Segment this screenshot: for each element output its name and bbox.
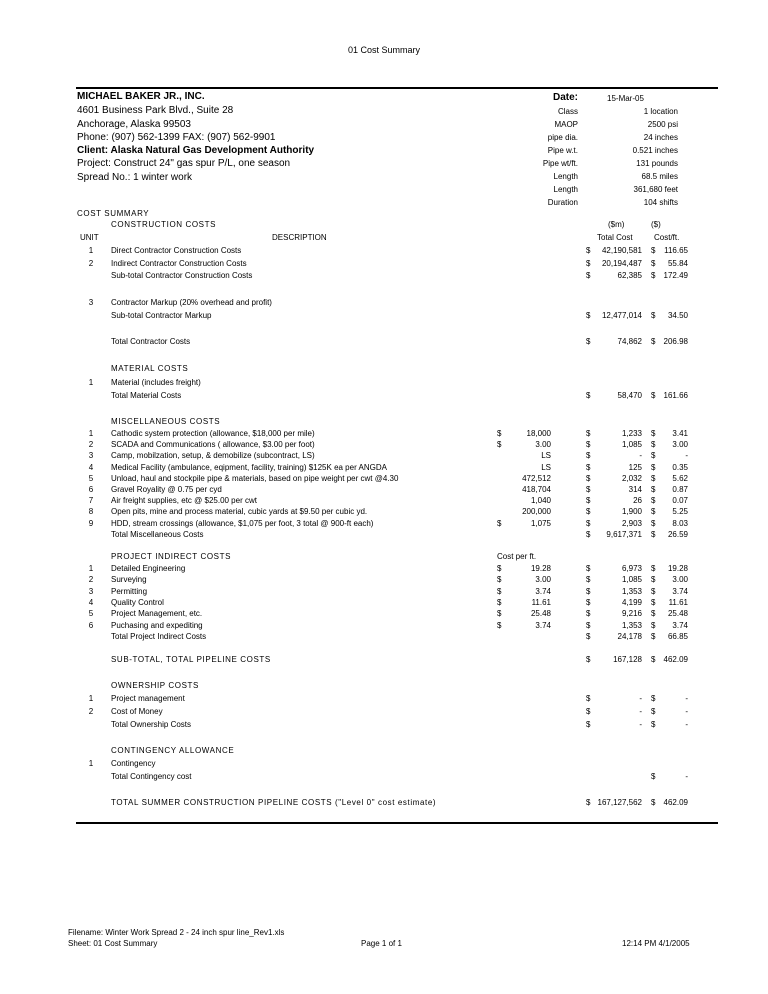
dollar-sign: $ <box>497 620 502 630</box>
cost-per-ft-cell: 161.66 <box>663 391 688 400</box>
info-value: 361,680 feet <box>633 185 678 194</box>
description-cell: Project Management, etc. <box>111 609 203 619</box>
unit-cost-cell: LS <box>541 451 551 461</box>
cost-per-ft-cell: - <box>685 451 688 461</box>
table-row <box>0 451 768 463</box>
total-cost-cell: 1,233 <box>621 429 642 438</box>
material-costs-heading: MATERIAL COSTS <box>111 364 189 373</box>
unit-cell: 1 <box>88 564 94 573</box>
total-cost-cell: 167,127,562 <box>597 798 642 807</box>
cost-per-ft-cell: - <box>685 772 688 781</box>
cost-per-ft-cell: 206.98 <box>663 337 688 346</box>
unit-cell: 1 <box>88 246 94 255</box>
total-cost-cell: 4,199 <box>621 597 642 607</box>
total-cost-cell: - <box>639 720 642 729</box>
cost-per-ft-cell: 34.50 <box>667 311 688 320</box>
table-row <box>0 564 768 576</box>
unit-cell: 3 <box>88 586 94 596</box>
total-cost-cell: 42,190,581 <box>601 246 642 255</box>
table-row <box>0 587 768 599</box>
cost-per-ft-cell: - <box>685 707 688 716</box>
table-row <box>0 530 768 542</box>
description-cell: SUB-TOTAL, TOTAL PIPELINE COSTS <box>111 655 271 664</box>
dollar-sign: $ <box>586 597 591 607</box>
cost-per-ft-cell: 5.62 <box>672 473 688 483</box>
total-cost-cell: 1,353 <box>621 586 642 596</box>
table-row <box>0 440 768 452</box>
unit-cost-cell: LS <box>541 462 551 472</box>
cost-per-ft-cell: 0.35 <box>672 462 688 472</box>
description-cell: Puchasing and expediting <box>111 620 203 630</box>
m-units-header: ($m) <box>608 220 625 229</box>
info-value: 0.521 inches <box>632 146 678 155</box>
info-value: 2500 psi <box>647 120 678 129</box>
description-cell: HDD, stream crossings (allowance, $1,075 per foot, 3 total @ 900-ft each) <box>111 518 374 528</box>
d-units-header: ($) <box>651 220 661 229</box>
table-row <box>0 655 768 667</box>
cost-per-ft-cell: - <box>685 720 688 729</box>
dollar-sign: $ <box>586 798 591 807</box>
cost-per-ft-cell: 5.25 <box>672 507 688 517</box>
cost-per-ft-cell: 0.87 <box>672 485 688 494</box>
dollar-sign: $ <box>586 429 591 438</box>
table-row <box>0 609 768 621</box>
description-cell: Contingency <box>111 759 156 768</box>
description-cell: Camp, mobilzation, setup, & demobilize (subcontract, LS) <box>111 451 315 461</box>
description-cell: Total Material Costs <box>111 391 182 400</box>
dollar-sign: $ <box>651 473 656 483</box>
dollar-sign: $ <box>497 564 502 573</box>
description-cell: Direct Contractor Construction Costs <box>111 246 242 255</box>
table-row <box>0 707 768 719</box>
description-cell: Medical Facility (ambulance, eqipment, facility, training) $125K ea per ANGDA <box>111 462 387 472</box>
dollar-sign: $ <box>586 391 591 400</box>
unit-cost-cell: 11.61 <box>531 597 551 607</box>
description-header: DESCRIPTION <box>272 233 327 242</box>
dollar-sign: $ <box>651 259 656 268</box>
unit-cost-cell: 19.28 <box>530 564 551 573</box>
unit-cell: 1 <box>88 759 94 768</box>
total-cost-cell: - <box>639 707 642 716</box>
unit-cost-cell: 3.74 <box>535 620 551 630</box>
description-cell: Indirect Contractor Construction Costs <box>111 259 247 268</box>
total-cost-cell: - <box>639 451 642 461</box>
dollar-sign: $ <box>651 462 656 472</box>
total-cost-cell: 24,178 <box>617 631 642 641</box>
dollar-sign: $ <box>497 609 502 619</box>
table-row <box>0 311 768 323</box>
dollar-sign: $ <box>586 694 591 703</box>
info-label: Length <box>553 172 578 181</box>
unit-cell: 4 <box>88 597 94 607</box>
total-cost-cell: 26 <box>633 496 642 506</box>
info-value: 68.5 miles <box>641 172 678 181</box>
dollar-sign: $ <box>586 707 591 716</box>
table-row <box>0 474 768 486</box>
cost-per-ft-header: Cost per ft. <box>497 552 537 561</box>
info-label: Date: <box>552 92 578 103</box>
table-row <box>0 694 768 706</box>
dollar-sign: $ <box>651 564 656 573</box>
description-cell: Permitting <box>111 586 148 596</box>
ownership-heading: OWNERSHIP COSTS <box>111 681 199 690</box>
construction-costs-heading: CONSTRUCTION COSTS <box>111 220 217 229</box>
address-line-1: 4601 Business Park Blvd., Suite 28 <box>77 105 234 116</box>
description-cell: Project management <box>111 694 185 703</box>
dollar-sign: $ <box>651 586 656 596</box>
info-label: pipe dia. <box>547 133 578 142</box>
unit-cost-cell: 418,704 <box>522 485 551 494</box>
dollar-sign: $ <box>651 720 656 729</box>
dollar-sign: $ <box>651 597 656 607</box>
cost-per-ft-cell: 26.59 <box>667 529 688 539</box>
table-row <box>0 391 768 403</box>
footer-sheet: Sheet: 01 Cost Summary <box>68 939 158 948</box>
unit-cost-cell: 25.48 <box>530 609 551 619</box>
total-cost-cell: 9,216 <box>621 609 642 619</box>
dollar-sign: $ <box>651 772 656 781</box>
misc-costs-heading: MISCELLANEOUS COSTS <box>111 417 221 426</box>
total-cost-cell: 58,470 <box>617 391 642 400</box>
dollar-sign: $ <box>586 620 591 630</box>
table-row <box>0 519 768 531</box>
total-cost-cell: - <box>639 694 642 703</box>
dollar-sign: $ <box>651 440 656 450</box>
table-row <box>0 720 768 732</box>
cost-per-ft-cell: 3.74 <box>672 620 688 630</box>
dollar-sign: $ <box>586 440 591 450</box>
description-cell: SCADA and Communications ( allowance, $3.00 per foot) <box>111 440 315 450</box>
dollar-sign: $ <box>651 620 656 630</box>
cost-per-ft-cell: 19.28 <box>667 564 688 573</box>
total-cost-cell: 74,862 <box>617 337 642 346</box>
unit-cost-cell: 200,000 <box>522 507 551 517</box>
description-cell: Cost of Money <box>111 707 163 716</box>
dollar-sign: $ <box>586 259 591 268</box>
description-cell: Total Ownership Costs <box>111 720 192 729</box>
table-row <box>0 429 768 441</box>
cost-ft-header: Cost/ft. <box>654 233 680 242</box>
table-row <box>0 298 768 310</box>
unit-cell: 5 <box>88 609 94 619</box>
description-cell: Contractor Markup (20% overhead and profit) <box>111 298 272 307</box>
table-row <box>0 621 768 633</box>
description-cell: TOTAL SUMMER CONSTRUCTION PIPELINE COSTS ("Level 0" cost estimate) <box>111 798 437 807</box>
dollar-sign: $ <box>586 518 591 528</box>
sheet-title: 01 Cost Summary <box>347 45 421 55</box>
unit-cell: 7 <box>88 496 94 506</box>
cost-per-ft-cell: 3.00 <box>672 440 688 450</box>
cost-per-ft-cell: 3.00 <box>672 575 688 585</box>
total-cost-cell: 1,353 <box>621 620 642 630</box>
unit-cell: 6 <box>88 485 94 494</box>
dollar-sign: $ <box>651 575 656 585</box>
dollar-sign: $ <box>651 246 656 255</box>
unit-cell: 2 <box>88 440 94 450</box>
description-cell: Sub-total Contractor Markup <box>111 311 212 320</box>
cost-per-ft-cell: 116.65 <box>664 246 688 255</box>
unit-cell: 1 <box>88 378 94 387</box>
table-row <box>0 378 768 390</box>
info-label: Duration <box>547 198 578 207</box>
table-row <box>0 485 768 497</box>
dollar-sign: $ <box>586 631 591 641</box>
unit-cost-cell: 3.00 <box>535 575 551 585</box>
address-line-2: Anchorage, Alaska 99503 <box>77 119 191 130</box>
dollar-sign: $ <box>497 586 502 596</box>
total-cost-cell: 2,903 <box>621 518 642 528</box>
phone-fax: Phone: (907) 562-1399 FAX: (907) 562-9901 <box>77 132 276 143</box>
total-cost-cell: 12,477,014 <box>601 311 642 320</box>
cost-per-ft-cell: 172.49 <box>663 271 688 280</box>
info-label: Pipe wt/ft. <box>542 159 578 168</box>
dollar-sign: $ <box>651 311 656 320</box>
unit-cell: 3 <box>88 298 94 307</box>
info-value: 1 location <box>643 107 678 116</box>
total-cost-cell: 6,973 <box>621 564 642 573</box>
unit-cost-cell: 1,040 <box>530 496 551 506</box>
cost-per-ft-cell: 3.74 <box>672 586 688 596</box>
table-row <box>0 496 768 508</box>
cost-per-ft-cell: 462.09 <box>663 655 688 664</box>
unit-cell: 2 <box>88 575 94 585</box>
description-cell: Material (includes freight) <box>111 378 201 387</box>
total-cost-cell: 1,085 <box>621 575 642 585</box>
dollar-sign: $ <box>651 271 656 280</box>
footer-timestamp: 12:14 PM 4/1/2005 <box>622 939 690 948</box>
cost-per-ft-cell: 55.84 <box>667 259 688 268</box>
footer-page: Page 1 of 1 <box>361 939 402 948</box>
unit-cell: 9 <box>88 518 94 528</box>
cost-per-ft-cell: 66.85 <box>667 631 688 641</box>
dollar-sign: $ <box>586 507 591 517</box>
dollar-sign: $ <box>586 337 591 346</box>
dollar-sign: $ <box>586 609 591 619</box>
info-label: MAOP <box>554 120 578 129</box>
dollar-sign: $ <box>651 655 656 664</box>
total-cost-cell: 1,085 <box>621 440 642 450</box>
dollar-sign: $ <box>651 518 656 528</box>
description-cell: Surveying <box>111 575 147 585</box>
dollar-sign: $ <box>651 485 656 494</box>
footer-filename: Filename: Winter Work Spread 2 - 24 inch spur line_Rev1.xls <box>68 928 285 937</box>
dollar-sign: $ <box>586 246 591 255</box>
total-cost-cell: 62,385 <box>617 271 642 280</box>
total-cost-cell: 314 <box>628 485 642 494</box>
unit-cell: 1 <box>88 429 94 438</box>
dollar-sign: $ <box>651 391 656 400</box>
unit-cost-cell: 472,512 <box>522 473 551 483</box>
total-cost-cell: 125 <box>628 462 642 472</box>
table-row <box>0 271 768 283</box>
description-cell: Detailed Engineering <box>111 564 186 573</box>
unit-cell: 8 <box>88 507 94 517</box>
dollar-sign: $ <box>497 429 502 438</box>
unit-cell: 3 <box>88 451 94 461</box>
dollar-sign: $ <box>497 575 502 585</box>
dollar-sign: $ <box>586 655 591 664</box>
dollar-sign: $ <box>586 720 591 729</box>
dollar-sign: $ <box>651 631 656 641</box>
info-value: 24 inches <box>643 133 678 142</box>
cost-per-ft-cell: 8.03 <box>672 518 688 528</box>
unit-cell: 2 <box>88 259 94 268</box>
dollar-sign: $ <box>586 462 591 472</box>
info-value: 15-Mar-05 <box>607 94 644 103</box>
dollar-sign: $ <box>651 707 656 716</box>
info-value: 104 shifts <box>643 198 678 207</box>
table-row <box>0 259 768 271</box>
table-row <box>0 463 768 475</box>
unit-cost-cell: 1,075 <box>530 518 551 528</box>
total-cost-cell: 20,194,487 <box>601 259 642 268</box>
description-cell: Total Contractor Costs <box>111 337 191 346</box>
description-cell: Total Contingency cost <box>111 772 192 781</box>
dollar-sign: $ <box>586 271 591 280</box>
client-line: Client: Alaska Natural Gas Development Authority <box>77 145 315 156</box>
unit-cost-cell: 3.74 <box>535 586 551 596</box>
dollar-sign: $ <box>586 496 591 506</box>
cost-per-ft-cell: - <box>685 694 688 703</box>
dollar-sign: $ <box>651 529 656 539</box>
unit-cell: 5 <box>88 473 94 483</box>
unit-cost-cell: 18,000 <box>526 429 551 438</box>
info-label: Pipe w.t. <box>547 146 578 155</box>
cost-per-ft-cell: 0.07 <box>672 496 688 506</box>
description-cell: Air freight supplies, etc @ $25.00 per cwt <box>111 496 257 506</box>
dollar-sign: $ <box>651 798 656 807</box>
unit-header: UNIT <box>80 233 99 242</box>
table-row <box>0 246 768 258</box>
dollar-sign: $ <box>586 586 591 596</box>
dollar-sign: $ <box>586 485 591 494</box>
project-indirect-heading: PROJECT INDIRECT COSTS <box>111 552 232 561</box>
description-cell: Unload, haul and stockpile pipe & materials, based on pipe weight per cwt @4.30 <box>111 473 399 483</box>
dollar-sign: $ <box>586 564 591 573</box>
table-row <box>0 598 768 610</box>
unit-cost-cell: 3.00 <box>535 440 551 450</box>
total-cost-cell: 167,128 <box>613 655 642 664</box>
description-cell: Open pits, mine and process material, cubic yards at $9.50 per cubic yd. <box>111 507 368 517</box>
dollar-sign: $ <box>651 496 656 506</box>
dollar-sign: $ <box>497 518 502 528</box>
dollar-sign: $ <box>586 451 591 461</box>
unit-cell: 4 <box>88 462 94 472</box>
dollar-sign: $ <box>651 429 656 438</box>
cost-summary-heading: COST SUMMARY <box>77 209 150 218</box>
description-cell: Cathodic system protection (allowance, $18,000 per mile) <box>111 429 315 438</box>
table-row <box>0 337 768 349</box>
dollar-sign: $ <box>497 597 502 607</box>
unit-cell: 1 <box>88 694 94 703</box>
dollar-sign: $ <box>651 694 656 703</box>
table-row <box>0 798 768 810</box>
cost-per-ft-cell: 25.48 <box>667 609 688 619</box>
spread-line: Spread No.: 1 winter work <box>77 172 193 183</box>
table-row <box>0 575 768 587</box>
contingency-heading: CONTINGENCY ALLOWANCE <box>111 746 235 755</box>
dollar-sign: $ <box>497 440 502 450</box>
dollar-sign: $ <box>651 451 656 461</box>
description-cell: Gravel Royality @ 0.75 per cyd <box>111 485 222 494</box>
total-cost-header: Total Cost <box>597 233 633 242</box>
unit-cell: 6 <box>88 620 94 630</box>
dollar-sign: $ <box>586 311 591 320</box>
info-label: Length <box>553 185 578 194</box>
info-value: 131 pounds <box>636 159 678 168</box>
dollar-sign: $ <box>586 529 591 539</box>
company-name: MICHAEL BAKER JR., INC. <box>77 91 205 102</box>
table-row <box>0 507 768 519</box>
table-row <box>0 759 768 771</box>
dollar-sign: $ <box>651 507 656 517</box>
info-label: Class <box>557 107 578 116</box>
unit-cell: 2 <box>88 707 94 716</box>
description-cell: Quality Control <box>111 597 164 607</box>
dollar-sign: $ <box>651 337 656 346</box>
total-cost-cell: 2,032 <box>621 473 642 483</box>
dollar-sign: $ <box>586 575 591 585</box>
description-cell: Total Project Indirect Costs <box>111 631 207 641</box>
cost-per-ft-cell: 462.09 <box>663 798 688 807</box>
cost-per-ft-cell: 11.61 <box>668 597 688 607</box>
project-line: Project: Construct 24" gas spur P/L, one season <box>77 158 291 169</box>
dollar-sign: $ <box>586 473 591 483</box>
dollar-sign: $ <box>651 609 656 619</box>
description-cell: Total Miscellaneous Costs <box>111 529 204 539</box>
bottom-rule <box>76 822 718 824</box>
total-cost-cell: 1,900 <box>621 507 642 517</box>
table-row <box>0 772 768 784</box>
description-cell: Sub-total Contractor Construction Costs <box>111 271 253 280</box>
table-row <box>0 632 768 644</box>
cost-per-ft-cell: 3.41 <box>672 429 688 438</box>
top-rule <box>76 87 718 89</box>
total-cost-cell: 9,617,371 <box>606 529 642 539</box>
